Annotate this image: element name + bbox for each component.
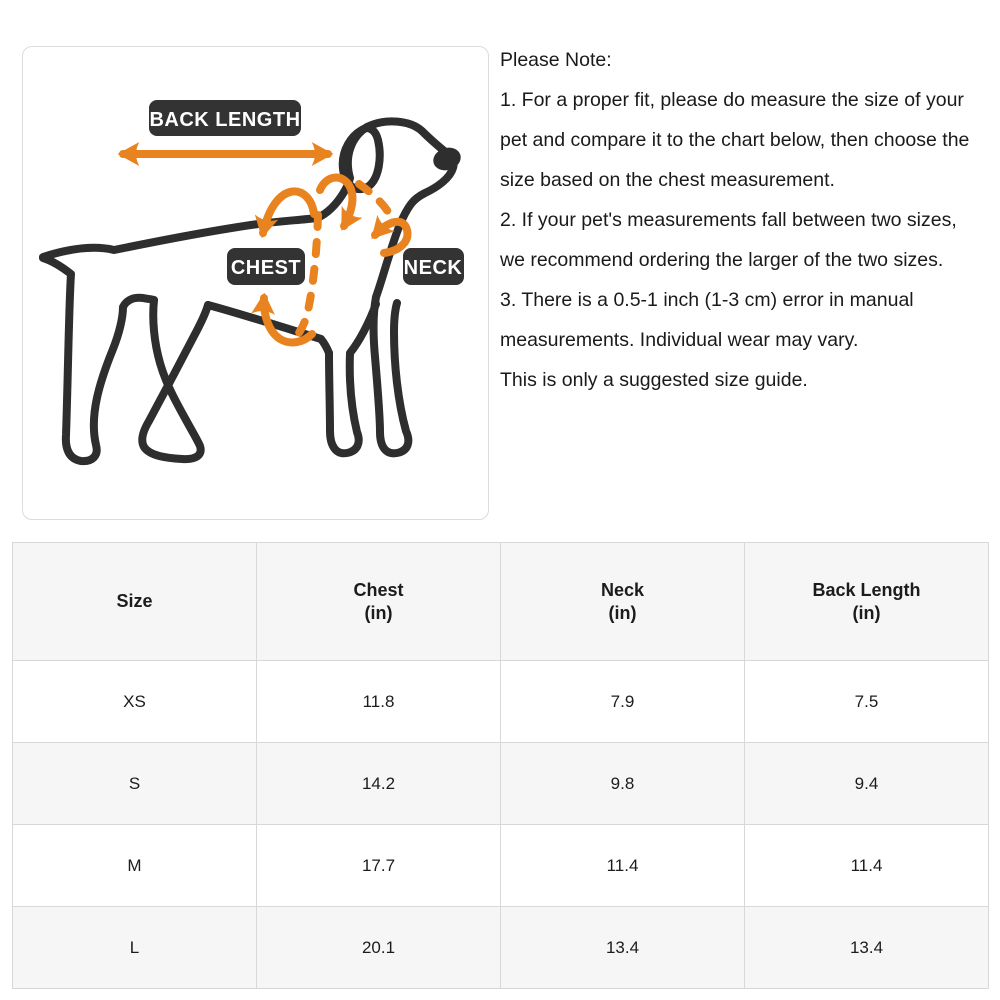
cell-neck: 7.9 — [501, 661, 745, 743]
column-header-size: Size — [13, 543, 257, 661]
table-row-m — [13, 825, 989, 907]
chest-arc-top — [263, 191, 314, 233]
size-chart-table — [12, 542, 989, 989]
cell-size: S — [13, 743, 257, 825]
cell-size: M — [13, 825, 257, 907]
column-header-back-length: Back Length (in) — [745, 543, 989, 661]
cell-neck: 9.8 — [501, 743, 745, 825]
neck-girth-dashes — [359, 184, 390, 215]
table-row-l — [13, 907, 989, 989]
back-length-label: BACK LENGTH — [149, 109, 301, 131]
notes-section — [500, 40, 998, 400]
note-line: 3. There is a 0.5-1 inch (1-3 cm) error in manual — [500, 289, 914, 311]
cell-chest: 20.1 — [257, 907, 501, 989]
cell-neck: 13.4 — [501, 907, 745, 989]
note-line: size based on the chest measurement. — [500, 169, 835, 191]
cell-size: L — [13, 907, 257, 989]
measurement-diagram-panel — [22, 46, 489, 520]
dog-outline — [43, 121, 464, 461]
cell-back-length: 9.4 — [745, 743, 989, 825]
note-line: 2. If your pet's measurements fall between two sizes, — [500, 209, 957, 231]
chest-label: CHEST — [230, 257, 302, 279]
cell-back-length: 11.4 — [745, 825, 989, 907]
table-row-s — [13, 743, 989, 825]
cell-neck: 11.4 — [501, 825, 745, 907]
cell-size: XS — [13, 661, 257, 743]
dog-diagram-svg — [23, 47, 488, 519]
column-header-chest: Chest (in) — [257, 543, 501, 661]
cell-back-length: 13.4 — [745, 907, 989, 989]
cell-back-length: 7.5 — [745, 661, 989, 743]
note-line: This is only a suggested size guide. — [500, 369, 808, 391]
note-line: measurements. Individual wear may vary. — [500, 329, 859, 351]
size-chart-header-row — [13, 543, 989, 661]
note-line: 1. For a proper fit, please do measure the size of your — [500, 89, 964, 111]
cell-chest: 11.8 — [257, 661, 501, 743]
cell-chest: 14.2 — [257, 743, 501, 825]
column-header-neck: Neck (in) — [501, 543, 745, 661]
note-line: we recommend ordering the larger of the two sizes. — [500, 249, 944, 271]
table-row-xs — [13, 661, 989, 743]
cell-chest: 17.7 — [257, 825, 501, 907]
neck-label: NECK — [403, 257, 463, 279]
note-line: pet and compare it to the chart below, then choose the — [500, 129, 970, 151]
notes-title: Please Note: — [500, 49, 612, 71]
